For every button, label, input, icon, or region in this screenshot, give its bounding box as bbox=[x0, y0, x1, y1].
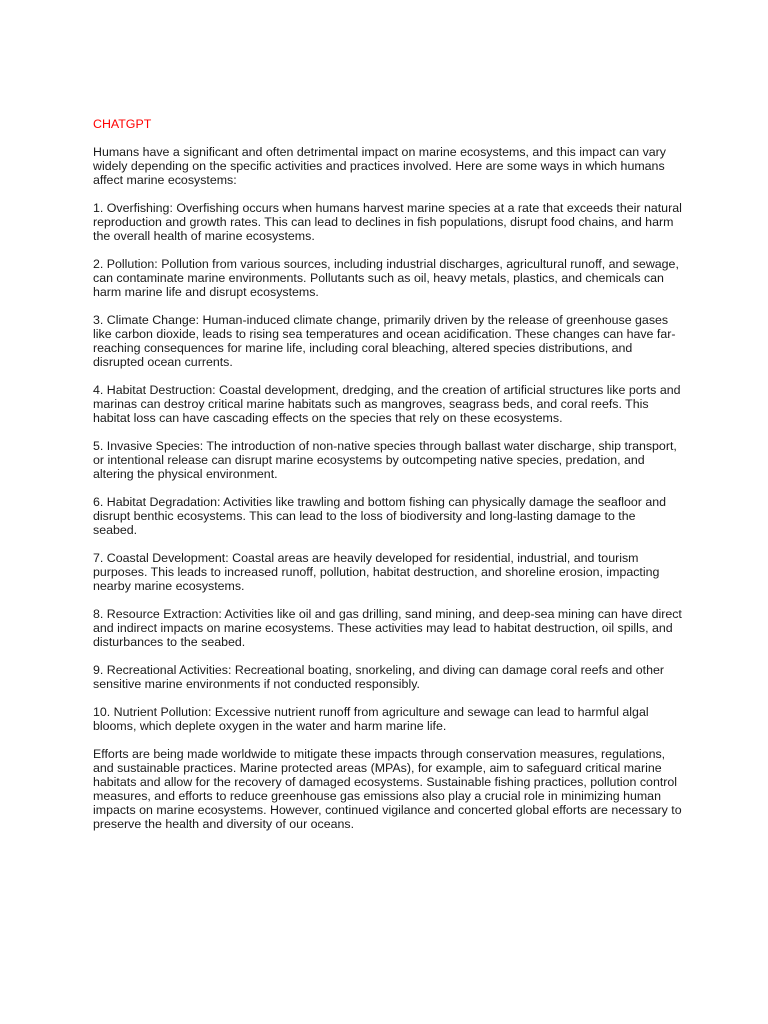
list-item: 4. Habitat Destruction: Coastal development, dredging, and the creation of artificial structures like ports and marinas can destroy critical marine habitats such as mangroves, seagrass beds, and coral reefs. This habitat loss can have cascading effects on the species that rely on these ecosystems. bbox=[93, 383, 681, 425]
document-heading: CHATGPT bbox=[93, 117, 152, 131]
list-item: 3. Climate Change: Human-induced climate change, primarily driven by the release of greenhouse gases like carbon dioxide, leads to rising sea temperatures and ocean acidification. These changes can have far-reaching consequences for marine life, including coral bleaching, altered species distributions, and disrupted ocean currents. bbox=[93, 313, 676, 369]
list-item: 8. Resource Extraction: Activities like oil and gas drilling, sand mining, and deep-sea mining can have direct and indirect impacts on marine ecosystems. These activities may lead to habitat destruction, oil spills, and disturbances to the seabed. bbox=[93, 607, 682, 649]
intro-paragraph: Humans have a significant and often detrimental impact on marine ecosystems, and this impact can vary widely depending on the specific activities and practices involved. Here are some ways in which humans affect marine ecosystems: bbox=[93, 145, 667, 187]
list-item: 6. Habitat Degradation: Activities like trawling and bottom fishing can physically damage the seafloor and disrupt benthic ecosystems. This can lead to the loss of biodiversity and long-lasting damage to the seabed. bbox=[93, 495, 667, 537]
list-item: 10. Nutrient Pollution: Excessive nutrient runoff from agriculture and sewage can lead to harmful algal blooms, which deplete oxygen in the water and harm marine life. bbox=[93, 705, 649, 733]
conclusion-paragraph: Efforts are being made worldwide to mitigate these impacts through conservation measures, regulations, and sustainable practices. Marine protected areas (MPAs), for example, aim to safeguard critical marine habitats and allow for the recovery of damaged ecosystems. Sustainable fishing practices, pollution control measures, and efforts to reduce greenhouse gas emissions also play a crucial role in minimizing human impacts on marine ecosystems. However, continued vigilance and concerted global efforts are necessary to preserve the health and diversity of our oceans. bbox=[93, 747, 682, 831]
list-item: 2. Pollution: Pollution from various sources, including industrial discharges, agricultural runoff, and sewage, can contaminate marine environments. Pollutants such as oil, heavy metals, plastics, and chemicals can harm marine life and disrupt ecosystems. bbox=[93, 257, 679, 299]
list-item: 1. Overfishing: Overfishing occurs when humans harvest marine species at a rate that exceeds their natural reproduction and growth rates. This can lead to declines in fish populations, disrupt food chains, and harm the overall health of marine ecosystems. bbox=[93, 201, 682, 243]
list-item: 5. Invasive Species: The introduction of non-native species through ballast water discharge, ship transport, or intentional release can disrupt marine ecosystems by outcompeting native species, predation, and altering the physical environment. bbox=[93, 439, 677, 481]
list-item: 7. Coastal Development: Coastal areas are heavily developed for residential, industrial, and tourism purposes. This leads to increased runoff, pollution, habitat destruction, and shoreline erosion, impacting nearby marine ecosystems. bbox=[93, 551, 660, 593]
list-item: 9. Recreational Activities: Recreational boating, snorkeling, and diving can damage coral reefs and other sensitive marine environments if not conducted responsibly. bbox=[93, 663, 664, 691]
document-page bbox=[93, 117, 683, 845]
